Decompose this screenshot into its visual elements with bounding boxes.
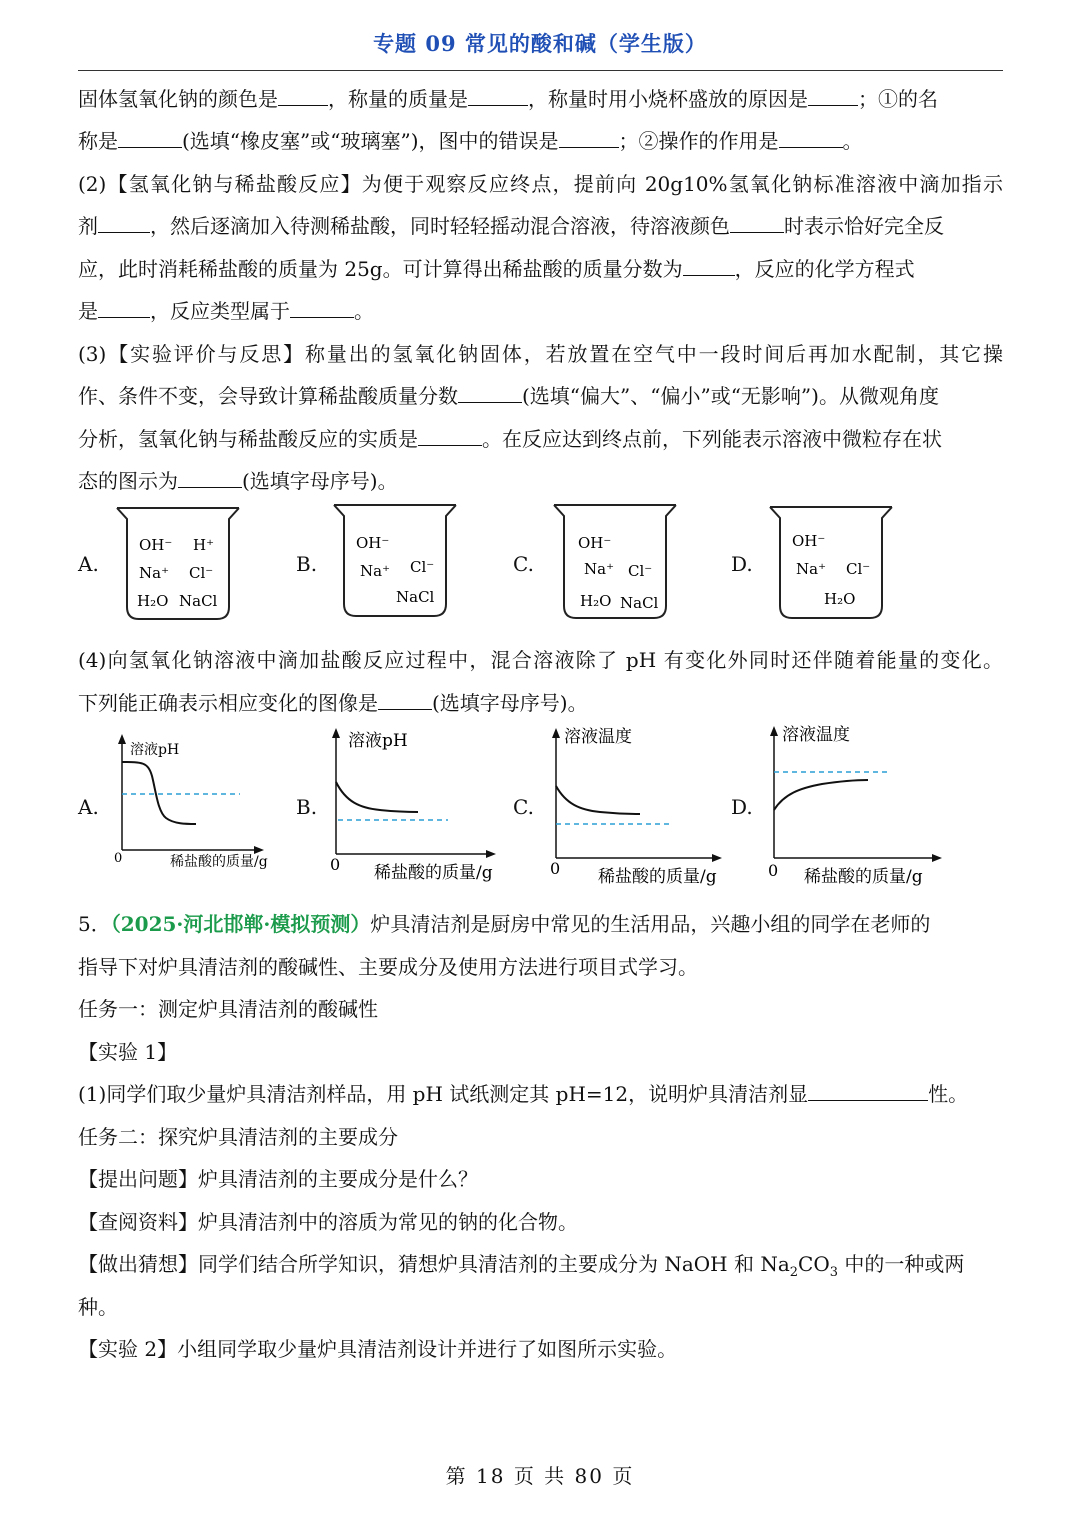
answer-blank[interactable] [418,425,482,446]
beaker-b [330,502,460,622]
y-axis-label: 溶液pH [348,731,408,751]
beaker-a [113,505,243,625]
answer-blank[interactable] [683,255,735,276]
text: ，称量的质量是 [328,87,468,111]
ion-text: H₂O [137,592,169,610]
text-line-5 [78,255,1003,283]
text-line-8 [78,382,1003,410]
text: 。 [354,299,374,323]
graph-a-label: A. [78,795,99,819]
graph-a [108,728,288,878]
beaker-b-label: B. [296,552,318,576]
text: ；①的名 [858,87,938,111]
text: ，反应的化学方程式 [734,257,915,281]
text: 中的一种或两 [838,1252,965,1276]
q5-line-2: 指导下对炉具清洁剂的酸碱性、主要成分及使用方法进行项目式学习。 [78,955,698,979]
ion-text: Cl⁻ [410,558,435,576]
ion-text: H₂O [824,590,856,608]
header-rule [78,70,1003,71]
graph-d-label: D. [731,795,753,819]
y-axis-label: 溶液温度 [564,727,632,747]
text: ，称量时用小烧杯盛放的原因是 [528,87,808,111]
text: CO [798,1252,830,1276]
x-axis-label: 稀盐酸的质量/g [804,867,923,887]
text-line-4 [78,212,1003,240]
ion-text: NaCl [179,592,218,610]
text-line-10 [78,467,1003,495]
answer-blank[interactable] [730,212,784,233]
text-line-9 [78,425,1003,453]
answer-blank[interactable] [779,127,843,148]
q5-line-1 [78,910,1003,938]
answer-blank[interactable] [178,467,242,488]
ion-text: Na⁺ [584,560,614,578]
answer-blank[interactable] [118,127,182,148]
ion-text: H₂O [580,592,612,610]
y-axis-arrow [552,728,560,738]
ion-text: Na⁺ [139,564,169,582]
ion-text: Cl⁻ [846,560,871,578]
x-axis-label: 稀盐酸的质量/g [598,867,717,887]
ion-text: H⁺ [193,536,214,554]
text: 炉具清洁剂是厨房中常见的生活用品，兴趣小组的同学在老师的 [370,912,931,936]
x-axis-label: 稀盐酸的质量/g [170,854,268,870]
text-line-2 [78,127,1003,155]
x-axis-arrow [712,854,722,862]
text: 是 [78,299,98,323]
guess-line-1 [78,1250,1003,1287]
text: 称是 [78,129,118,153]
ion-text: Na⁺ [796,560,826,578]
ion-text: NaCl [396,588,435,606]
text: 。 [842,129,863,153]
text: ；②操作的作用是 [618,129,779,153]
origin-label: 0 [550,859,561,878]
guess-line-2: 种。 [78,1295,118,1319]
text: 分析，氢氧化钠与稀盐酸反应的实质是 [78,427,418,451]
answer-blank[interactable] [98,297,150,318]
x-axis-arrow [254,846,264,854]
origin-label: 0 [114,851,123,866]
ion-text: NaCl [620,594,659,612]
data-curve [556,786,640,814]
text: (1)同学们取少量炉具清洁剂样品，用 pH 试纸测定其 pH=12，说明炉具清洁剂显 [78,1082,809,1106]
page-footer: 第 18 页 共 80 页 [445,1464,635,1488]
ask-line: 【提出问题】炉具清洁剂的主要成分是什么？ [78,1167,478,1191]
text: 【做出猜想】同学们结合所学知识，猜想炉具清洁剂的主要成分为 NaOH 和 Na [78,1252,790,1276]
y-axis-label: 溶液pH [130,742,180,758]
answer-blank[interactable] [378,689,432,710]
page-header-title: 专题 09 常见的酸和碱（学生版） [373,31,707,56]
beaker-c [550,502,680,624]
y-axis-label: 溶液温度 [782,725,850,745]
beaker-d [766,504,896,624]
beaker-a-label: A. [78,552,99,576]
subscript: 3 [829,1265,839,1280]
text: (选填“橡皮塞”或“玻璃塞”)，图中的错误是 [182,129,559,153]
info-line: 【查阅资料】炉具清洁剂中的溶质为常见的钠的化合物。 [78,1210,578,1234]
text: 应，此时消耗稀盐酸的质量为 25g。可计算得出稀盐酸的质量分数为 [78,257,683,281]
subscript: 2 [789,1265,799,1280]
answer-blank[interactable] [290,297,354,318]
answer-blank[interactable] [278,85,328,106]
text: 作、条件不变，会导致计算稀盐酸质量分数 [78,384,458,408]
text-line-3: (2)【氢氧化钠与稀盐酸反应】为便于观察反应终点，提前向 20g10%氢氧化钠标准溶液中滴加指示 [78,172,1003,196]
y-axis-arrow [332,728,340,738]
answer-blank[interactable] [808,1080,928,1101]
question-number: 5． [78,912,111,936]
beaker-d-label: D. [731,552,753,576]
x-axis-arrow [486,850,496,858]
data-curve [774,780,868,810]
graph-d [758,720,958,888]
text: (选填字母序号)。 [242,469,398,493]
data-curve [122,762,196,824]
text: 固体氢氧化钠的颜色是 [78,87,278,111]
graph-b [320,722,510,888]
y-axis-arrow [770,726,778,736]
data-curve [336,782,418,812]
q5-sub1 [78,1080,1003,1108]
answer-blank[interactable] [559,127,619,148]
text: 性。 [928,1082,969,1106]
answer-blank[interactable] [98,212,150,233]
text-line-12 [78,689,1003,717]
task1-line: 任务一：测定炉具清洁剂的酸碱性 [78,997,378,1021]
beaker-c-label: C. [513,552,534,576]
text-line-6 [78,297,1003,325]
answer-blank[interactable] [468,85,528,106]
answer-blank[interactable] [808,85,858,106]
text-line-11: (4)向氢氧化钠溶液中滴加盐酸反应过程中，混合溶液除了 pH 有变化外同时还伴随着能量的变化。 [78,648,1003,672]
x-axis-arrow [932,854,942,862]
text: (选填“偏大”、“偏小”或“无影响”)。从微观角度 [522,384,939,408]
text: 态的图示为 [78,469,178,493]
text: 剂 [78,214,98,238]
x-axis-label: 稀盐酸的质量/g [374,863,493,883]
text: ，反应类型属于 [150,299,290,323]
text: 。在反应达到终点前，下列能表示溶液中微粒存在状 [482,427,942,451]
ion-text: Na⁺ [360,562,390,580]
graph-c-label: C. [513,795,534,819]
text: ，然后逐滴加入待测稀盐酸，同时轻轻摇动混合溶液，待溶液颜色 [150,214,730,238]
text-line-7: (3)【实验评价与反思】称量出的氢氧化钠固体，若放置在空气中一段时间后再加水配制，其它操 [78,342,1003,366]
ion-text: Cl⁻ [628,562,653,580]
exp1-heading: 【实验 1】 [78,1040,178,1064]
answer-blank[interactable] [458,382,522,403]
graph-c [540,722,740,888]
origin-label: 0 [330,855,341,874]
origin-label: 0 [768,861,779,880]
text: 下列能正确表示相应变化的图像是 [78,691,378,715]
ion-text: Cl⁻ [189,564,214,582]
question-source: （2025·河北邯郸·模拟预测） [110,912,371,936]
text: 时表示恰好完全反 [784,214,944,238]
task2-line: 任务二：探究炉具清洁剂的主要成分 [78,1125,398,1149]
exp2-line: 【实验 2】小组同学取少量炉具清洁剂设计并进行了如图所示实验。 [78,1337,678,1361]
y-axis-arrow [118,734,126,744]
ion-text: OH⁻ [356,534,390,552]
graph-b-label: B. [296,795,318,819]
text: (选填字母序号)。 [432,691,588,715]
ion-text: OH⁻ [578,534,612,552]
ion-text: OH⁻ [139,536,173,554]
text-line-1 [78,85,1003,113]
ion-text: OH⁻ [792,532,826,550]
